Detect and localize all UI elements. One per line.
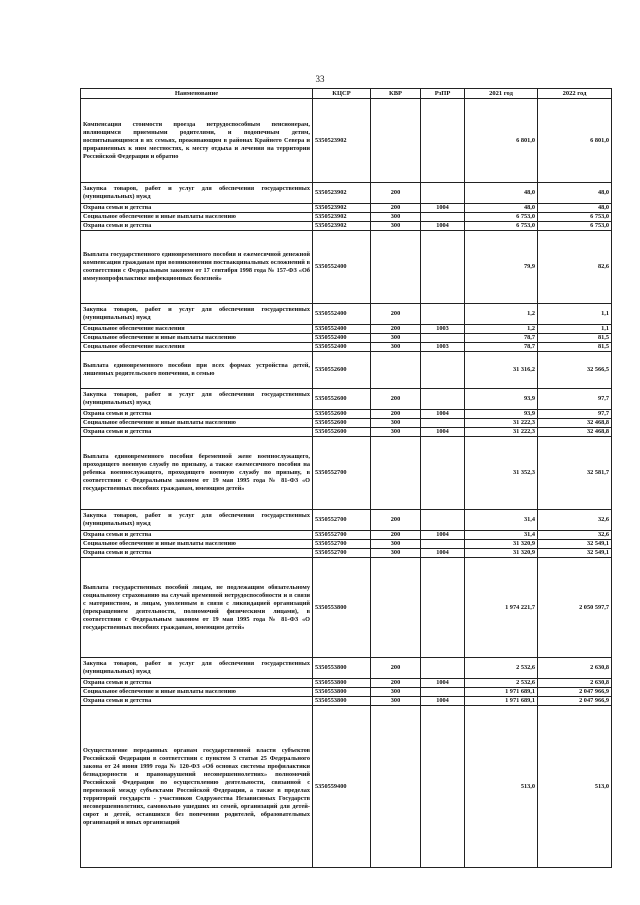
amount-2022-cell: 2 050 597,7 xyxy=(538,558,612,658)
amount-2021-cell: 6 801,0 xyxy=(465,99,538,183)
kvr-cell: 200 xyxy=(371,325,421,334)
rzpr-cell xyxy=(421,688,465,697)
kcsr-cell: 5350552400 xyxy=(313,304,371,325)
amount-2022-cell: 2 047 966,9 xyxy=(538,688,612,697)
name-cell: Социальное обеспечение и иные выплаты населению xyxy=(81,688,313,697)
amount-2022-cell: 1,1 xyxy=(538,304,612,325)
rzpr-cell xyxy=(421,213,465,222)
kvr-cell: 200 xyxy=(371,204,421,213)
table-row xyxy=(81,389,612,410)
name-cell: Социальное обеспечение и иные выплаты населению xyxy=(81,334,313,343)
table-row xyxy=(81,706,612,868)
kvr-cell: 300 xyxy=(371,419,421,428)
kcsr-cell: 5350552700 xyxy=(313,540,371,549)
table-row xyxy=(81,304,612,325)
rzpr-cell xyxy=(421,389,465,410)
name-cell: Осуществление переданных органам государственной власти субъектов Российской Федерации в соответствии с пунктом 3 статьи 25 Федерального закона от 24 июня 1999 года № 120-ФЗ «Об основах системы профилактики безнадзорности и правонарушений несовершеннолетних» полномочий Российской Федерации по осуществлению деятельности, связанной с перевозкой между субъектами Российской Федерации, а также в пределах территорий государств - участников Содружества Независимых Государств несовершеннолетних, самовольно ушедших из семей, организаций для детей-сирот и детей, оставшихся без попечения родителей, образовательных организаций и иных организаций xyxy=(81,706,313,868)
name-cell: Закупка товаров, работ и услуг для обеспечения государственных (муниципальных) нужд xyxy=(81,389,313,410)
amount-2022-cell: 82,6 xyxy=(538,231,612,304)
table-row xyxy=(81,183,612,204)
kcsr-cell: 5350552400 xyxy=(313,231,371,304)
amount-2021-cell: 1 971 689,1 xyxy=(465,697,538,706)
amount-2022-cell: 32 581,7 xyxy=(538,437,612,510)
amount-2021-cell: 2 532,6 xyxy=(465,658,538,679)
kvr-cell: 200 xyxy=(371,658,421,679)
rzpr-cell xyxy=(421,419,465,428)
kcsr-cell: 5350523902 xyxy=(313,183,371,204)
table-row xyxy=(81,437,612,510)
rzpr-cell xyxy=(421,231,465,304)
name-cell: Социальное обеспечение населения xyxy=(81,325,313,334)
rzpr-cell: 1004 xyxy=(421,410,465,419)
amount-2021-cell: 31 320,9 xyxy=(465,549,538,558)
kcsr-cell: 5350553800 xyxy=(313,558,371,658)
kvr-cell xyxy=(371,437,421,510)
amount-2022-cell: 32 468,8 xyxy=(538,419,612,428)
kvr-cell: 200 xyxy=(371,183,421,204)
kcsr-cell: 5350552600 xyxy=(313,419,371,428)
rzpr-cell xyxy=(421,183,465,204)
table-row xyxy=(81,688,612,697)
column-header-2022: 2022 год xyxy=(538,89,612,99)
rzpr-cell xyxy=(421,304,465,325)
kcsr-cell: 5350553800 xyxy=(313,688,371,697)
kcsr-cell: 5350553800 xyxy=(313,697,371,706)
table-row xyxy=(81,419,612,428)
kvr-cell: 300 xyxy=(371,222,421,231)
amount-2022-cell: 81,5 xyxy=(538,334,612,343)
budget-table xyxy=(80,88,612,868)
kvr-cell: 200 xyxy=(371,410,421,419)
name-cell: Выплата государственных пособий лицам, не подлежащим обязательному социальному страхованию на случай временной нетрудоспособности и в связи с материнством, и лицам, уволенным в связи с ликвидацией организаций (прекращением деятельности, полномочий физическими лицами), в соответствии с Федеральным законом от 19 мая 1995 года № 81-ФЗ «О государственных пособиях гражданам, имеющим детей» xyxy=(81,558,313,658)
kvr-cell: 300 xyxy=(371,540,421,549)
name-cell: Охрана семьи и детства xyxy=(81,410,313,419)
table-row xyxy=(81,352,612,389)
amount-2021-cell: 79,9 xyxy=(465,231,538,304)
name-cell: Охрана семьи и детства xyxy=(81,204,313,213)
kcsr-cell: 5350523902 xyxy=(313,213,371,222)
kvr-cell xyxy=(371,99,421,183)
amount-2021-cell: 6 753,0 xyxy=(465,222,538,231)
amount-2021-cell: 2 532,6 xyxy=(465,679,538,688)
amount-2022-cell: 48,0 xyxy=(538,183,612,204)
rzpr-cell xyxy=(421,706,465,868)
amount-2021-cell: 93,9 xyxy=(465,389,538,410)
name-cell: Закупка товаров, работ и услуг для обеспечения государственных (муниципальных) нужд xyxy=(81,510,313,531)
table-row xyxy=(81,549,612,558)
amount-2022-cell: 97,7 xyxy=(538,410,612,419)
name-cell: Закупка товаров, работ и услуг для обеспечения государственных (муниципальных) нужд xyxy=(81,658,313,679)
amount-2022-cell: 6 801,0 xyxy=(538,99,612,183)
amount-2022-cell: 32 549,1 xyxy=(538,549,612,558)
column-header-2021: 2021 год xyxy=(465,89,538,99)
amount-2022-cell: 2 630,8 xyxy=(538,658,612,679)
name-cell: Охрана семьи и детства xyxy=(81,428,313,437)
amount-2021-cell: 513,0 xyxy=(465,706,538,868)
amount-2022-cell: 32,6 xyxy=(538,510,612,531)
amount-2021-cell: 31 352,3 xyxy=(465,437,538,510)
kvr-cell: 300 xyxy=(371,549,421,558)
kcsr-cell: 5350523902 xyxy=(313,222,371,231)
amount-2021-cell: 6 753,0 xyxy=(465,213,538,222)
rzpr-cell xyxy=(421,658,465,679)
amount-2022-cell: 48,0 xyxy=(538,204,612,213)
table-row xyxy=(81,99,612,183)
amount-2022-cell: 97,7 xyxy=(538,389,612,410)
kvr-cell: 300 xyxy=(371,213,421,222)
kvr-cell: 200 xyxy=(371,510,421,531)
name-cell: Выплата единовременного пособия при всех формах устройства детей, лишенных родительского попечения, в семью xyxy=(81,352,313,389)
rzpr-cell: 1004 xyxy=(421,549,465,558)
rzpr-cell: 1003 xyxy=(421,325,465,334)
kcsr-cell: 5350552400 xyxy=(313,343,371,352)
table-row xyxy=(81,334,612,343)
name-cell: Социальное обеспечение и иные выплаты населению xyxy=(81,419,313,428)
amount-2022-cell: 513,0 xyxy=(538,706,612,868)
rzpr-cell: 1004 xyxy=(421,428,465,437)
amount-2022-cell: 1,1 xyxy=(538,325,612,334)
kvr-cell: 200 xyxy=(371,679,421,688)
amount-2021-cell: 1 971 689,1 xyxy=(465,688,538,697)
table-row xyxy=(81,231,612,304)
kvr-cell: 300 xyxy=(371,334,421,343)
amount-2022-cell: 32 549,1 xyxy=(538,540,612,549)
name-cell: Закупка товаров, работ и услуг для обеспечения государственных (муниципальных) нужд xyxy=(81,304,313,325)
kvr-cell: 200 xyxy=(371,304,421,325)
amount-2021-cell: 31,4 xyxy=(465,510,538,531)
table-row xyxy=(81,410,612,419)
rzpr-cell xyxy=(421,558,465,658)
amount-2022-cell: 2 047 966,9 xyxy=(538,697,612,706)
name-cell: Выплата единовременного пособия беременной жене военнослужащего, проходящего военную службу по призыву, а также ежемесячного пособия на ребенка военнослужащего, проходящего военную службу по призыву, в соответствии с Федеральным законом от 19 мая 1995 года № 81-ФЗ «О государственных пособиях гражданам, имеющим детей» xyxy=(81,437,313,510)
kcsr-cell: 5350552400 xyxy=(313,334,371,343)
amount-2022-cell: 32,6 xyxy=(538,531,612,540)
amount-2022-cell: 2 630,8 xyxy=(538,679,612,688)
kvr-cell: 200 xyxy=(371,389,421,410)
table-row xyxy=(81,558,612,658)
amount-2021-cell: 31 222,3 xyxy=(465,419,538,428)
amount-2021-cell: 48,0 xyxy=(465,204,538,213)
table-row xyxy=(81,697,612,706)
column-header-kvr: КВР xyxy=(371,89,421,99)
rzpr-cell xyxy=(421,352,465,389)
kvr-cell xyxy=(371,706,421,868)
table-row xyxy=(81,428,612,437)
rzpr-cell: 1004 xyxy=(421,697,465,706)
column-header-rzpr: РзПР xyxy=(421,89,465,99)
name-cell: Социальное обеспечение и иные выплаты населению xyxy=(81,213,313,222)
table-header-row xyxy=(81,89,612,99)
column-header-name: Наименование xyxy=(81,89,313,99)
kcsr-cell: 5350523902 xyxy=(313,99,371,183)
amount-2021-cell: 31 316,2 xyxy=(465,352,538,389)
amount-2022-cell: 6 753,0 xyxy=(538,213,612,222)
table-row xyxy=(81,222,612,231)
kcsr-cell: 5350552700 xyxy=(313,549,371,558)
kcsr-cell: 5350552600 xyxy=(313,389,371,410)
name-cell: Социальное обеспечение населения xyxy=(81,343,313,352)
kvr-cell: 300 xyxy=(371,688,421,697)
table-row xyxy=(81,658,612,679)
table-row xyxy=(81,213,612,222)
rzpr-cell: 1004 xyxy=(421,531,465,540)
kvr-cell xyxy=(371,231,421,304)
name-cell: Охрана семьи и детства xyxy=(81,222,313,231)
rzpr-cell xyxy=(421,510,465,531)
amount-2022-cell: 6 753,0 xyxy=(538,222,612,231)
kcsr-cell: 5350553800 xyxy=(313,658,371,679)
kcsr-cell: 5350552700 xyxy=(313,531,371,540)
kcsr-cell: 5350523902 xyxy=(313,204,371,213)
rzpr-cell: 1003 xyxy=(421,343,465,352)
kvr-cell: 300 xyxy=(371,343,421,352)
table-row xyxy=(81,510,612,531)
page-number: 33 xyxy=(315,74,325,84)
amount-2021-cell: 1,2 xyxy=(465,325,538,334)
amount-2021-cell: 1,2 xyxy=(465,304,538,325)
amount-2021-cell: 78,7 xyxy=(465,334,538,343)
amount-2021-cell: 78,7 xyxy=(465,343,538,352)
kcsr-cell: 5350552700 xyxy=(313,510,371,531)
kvr-cell: 300 xyxy=(371,428,421,437)
name-cell: Охрана семьи и детства xyxy=(81,697,313,706)
name-cell: Компенсация стоимости проезда нетрудоспособным пенсионерам, являющимся приемными родителями, и подопечным детям, воспитывающимся в их семьях, проживающим в районах Крайнего Севера и приравненных к ним местностях, к месту отдыха и лечения на территории Российской Федерации и обратно xyxy=(81,99,313,183)
rzpr-cell xyxy=(421,334,465,343)
kvr-cell xyxy=(371,352,421,389)
table-row xyxy=(81,343,612,352)
kcsr-cell: 5350552600 xyxy=(313,410,371,419)
rzpr-cell xyxy=(421,437,465,510)
table-row xyxy=(81,679,612,688)
name-cell: Социальное обеспечение и иные выплаты населению xyxy=(81,540,313,549)
amount-2021-cell: 31 320,9 xyxy=(465,540,538,549)
rzpr-cell: 1004 xyxy=(421,222,465,231)
amount-2021-cell: 31 222,3 xyxy=(465,428,538,437)
name-cell: Охрана семьи и детства xyxy=(81,679,313,688)
kvr-cell: 300 xyxy=(371,697,421,706)
rzpr-cell: 1004 xyxy=(421,679,465,688)
name-cell: Охрана семьи и детства xyxy=(81,531,313,540)
kvr-cell xyxy=(371,558,421,658)
table-row xyxy=(81,531,612,540)
amount-2021-cell: 48,0 xyxy=(465,183,538,204)
amount-2021-cell: 31,4 xyxy=(465,531,538,540)
kcsr-cell: 5350552600 xyxy=(313,352,371,389)
amount-2021-cell: 93,9 xyxy=(465,410,538,419)
amount-2021-cell: 1 974 221,7 xyxy=(465,558,538,658)
name-cell: Выплата государственного единовременного пособия и ежемесячной денежной компенсации гражданам при возникновении поствакцинальных осложнений в соответствии с Федеральным законом от 17 сентября 1998 года № 157-ФЗ «Об иммунопрофилактике инфекционных болезней» xyxy=(81,231,313,304)
rzpr-cell xyxy=(421,99,465,183)
amount-2022-cell: 32 468,8 xyxy=(538,428,612,437)
table-row xyxy=(81,325,612,334)
name-cell: Закупка товаров, работ и услуг для обеспечения государственных (муниципальных) нужд xyxy=(81,183,313,204)
amount-2022-cell: 81,5 xyxy=(538,343,612,352)
kvr-cell: 200 xyxy=(371,531,421,540)
amount-2022-cell: 32 566,5 xyxy=(538,352,612,389)
name-cell: Охрана семьи и детства xyxy=(81,549,313,558)
kcsr-cell: 5350559400 xyxy=(313,706,371,868)
kcsr-cell: 5350552600 xyxy=(313,428,371,437)
rzpr-cell: 1004 xyxy=(421,204,465,213)
rzpr-cell xyxy=(421,540,465,549)
table-row xyxy=(81,204,612,213)
column-header-kcsr: КЦСР xyxy=(313,89,371,99)
kcsr-cell: 5350552400 xyxy=(313,325,371,334)
kcsr-cell: 5350552700 xyxy=(313,437,371,510)
table-row xyxy=(81,540,612,549)
kcsr-cell: 5350553800 xyxy=(313,679,371,688)
